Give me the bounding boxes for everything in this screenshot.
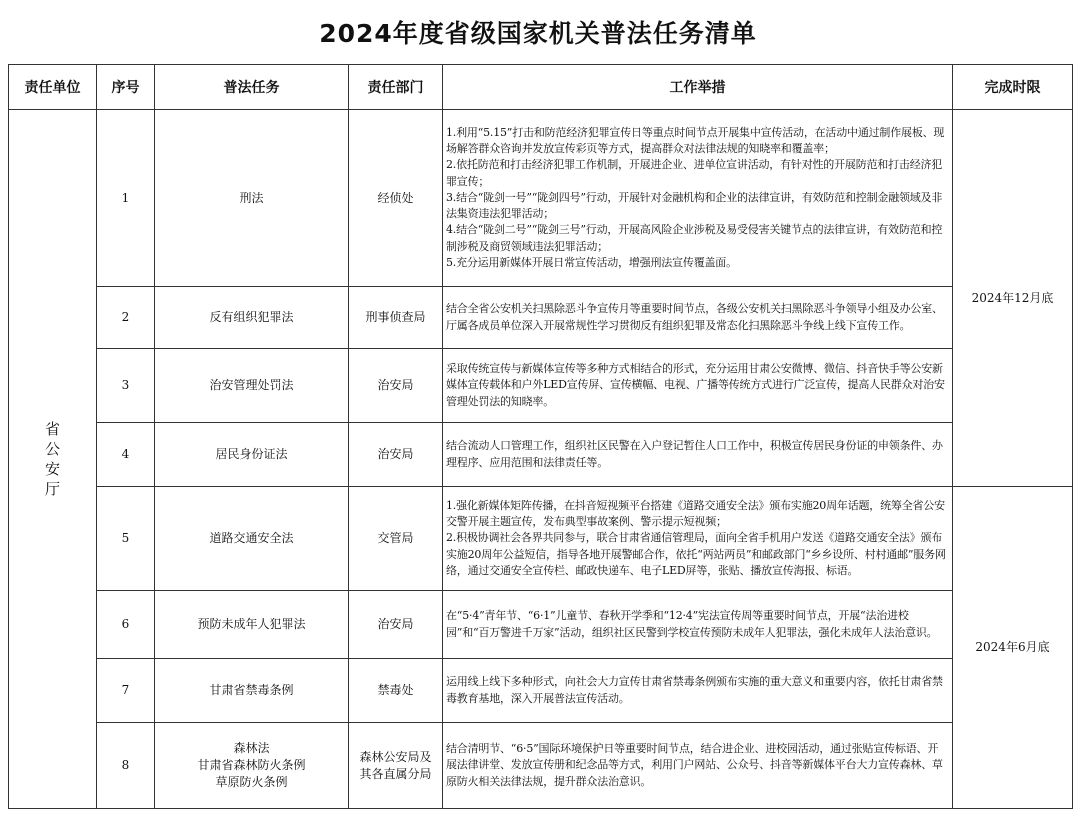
measure-item: 结合流动人口管理工作，组织社区民警在入户登记暂住人口工作中，积极宣传居民身份证的申领条件、办理程序、应用范围和法律责任等。 [446,439,943,469]
row-no: 2 [97,287,155,349]
measure-item: 5.充分运用新媒体开展日常宣传活动，增强刑法宣传覆盖面。 [446,256,737,270]
measures-cell [443,110,953,287]
header-dept: 责任部门 [349,65,443,110]
task-name: 治安管理处罚法 [155,349,349,423]
header-unit: 责任单位 [9,65,97,110]
page-title: 2024年度省级国家机关普法任务清单 [319,19,757,48]
table-row [9,723,1073,809]
header-deadline: 完成时限 [953,65,1073,110]
measures-cell [443,349,953,423]
unit-char: 安 [44,460,60,478]
task-table [8,64,1073,809]
measure-item: 运用线上线下多种形式，向社会大力宣传甘肃省禁毒条例颁布实施的重大意义和重要内容，依托甘肃省禁毒教育基地，深入开展普法宣传活动。 [446,675,943,705]
measures-cell [443,723,953,809]
table-row [9,591,1073,659]
row-no: 8 [97,723,155,809]
task-name: 刑法 [155,110,349,287]
task-name [155,723,349,809]
measures-cell [443,287,953,349]
dept-name: 禁毒处 [349,659,443,723]
table-row [9,423,1073,487]
task-name: 预防未成年人犯罪法 [155,591,349,659]
task-line: 甘肃省森林防火条例 [197,758,306,772]
measure-item: 4.结合“陇剑二号”“陇剑三号”行动，开展高风险企业涉税及易受侵害关键节点的法律宣讲，有效防范和控制涉税及商贸领域违法犯罪活动； [446,223,943,253]
responsible-unit [9,110,97,809]
deadline-cell: 2024年6月底 [953,487,1073,809]
row-no: 1 [97,110,155,287]
measures-cell [443,591,953,659]
dept-name: 刑事侦查局 [349,287,443,349]
dept-name: 治安局 [349,349,443,423]
row-no: 4 [97,423,155,487]
task-line: 草原防火条例 [215,775,288,789]
unit-char: 省 [44,420,60,438]
header-measures: 工作举措 [443,65,953,110]
table-row [9,349,1073,423]
task-name: 居民身份证法 [155,423,349,487]
header-no: 序号 [97,65,155,110]
measure-item: 结合清明节、“6·5”国际环境保护日等重要时间节点，结合进企业、进校园活动，通过张贴宣传标语、开展法律讲堂、发放宣传册和纪念品等方式，利用门户网站、公众号、抖音等新媒体平台大力宣传森林、草原防火相关法律法规，提升群众法治意识。 [446,742,943,788]
table-row [9,487,1073,591]
dept-line: 森林公安局及 [359,749,432,764]
row-no: 5 [97,487,155,591]
dept-line: 其各直属分局 [359,766,432,781]
dept-name: 交管局 [349,487,443,591]
measures-cell [443,659,953,723]
table-row [9,110,1073,287]
measure-item: 在“5·4”青年节、“6·1”儿童节、春秋开学季和“12·4”宪法宣传周等重要时间节点，开展“法治进校园”和“百万警进千万家”活动，组织社区民警到学校宣传预防未成年人犯罪法，强化未成年人法治意识。 [446,609,938,639]
unit-char: 厅 [44,480,60,498]
unit-char: 公 [44,440,60,458]
table-header-row [9,65,1073,110]
measure-item: 1.利用“5.15”打击和防范经济犯罪宣传日等重点时间节点开展集中宣传活动，在活动中通过制作展板、现场解答群众咨询并发放宣传彩页等方式，提高群众对法律法规的知晓率和覆盖率； [446,125,945,155]
measure-item: 结合全省公安机关扫黑除恶斗争宣传月等重要时间节点，各级公安机关扫黑除恶斗争领导小组及办公室、厅属各成员单位深入开展常规性学习贯彻反有组织犯罪及常态化扫黑除恶斗争线上线下宣传工作。 [446,302,943,332]
task-line: 森林法 [233,741,270,755]
task-name: 反有组织犯罪法 [155,287,349,349]
dept-name: 治安局 [349,591,443,659]
dept-name: 经侦处 [349,110,443,287]
measure-item: 1.强化新媒体矩阵传播，在抖音短视频平台搭建《道路交通安全法》颁布实施20周年话题，统筹全省公安交警开展主题宣传，发布典型事故案例、警示提示短视频； [446,498,945,529]
dept-name: 治安局 [349,423,443,487]
row-no: 6 [97,591,155,659]
measure-item: 2.积极协调社会各界共同参与，联合甘肃省通信管理局，面向全省手机用户发送《道路交通安全法》颁布实施20周年公益短信，指导各地开展警邮合作，依托“两站两员”和邮政部门“乡乡设所、村村通邮”服务网络，通过交通安全宣传栏、邮政快递车、电子LED屏等，张贴、播放宣传海报、标语。 [446,531,946,577]
dept-name [349,723,443,809]
task-name: 甘肃省禁毒条例 [155,659,349,723]
row-no: 7 [97,659,155,723]
measures-cell [443,423,953,487]
deadline-cell: 2024年12月底 [953,110,1073,487]
task-name: 道路交通安全法 [155,487,349,591]
measures-cell [443,487,953,591]
row-no: 3 [97,349,155,423]
table-row [9,287,1073,349]
header-task: 普法任务 [155,65,349,110]
measure-item: 3.结合“陇剑一号”“陇剑四号”行动，开展针对金融机构和企业的法律宣讲，有效防范和控制金融领域及非法集资违法犯罪活动； [446,190,943,221]
measure-item: 采取传统宣传与新媒体宣传等多种方式相结合的形式，充分运用甘肃公安微博、微信、抖音快手等公安新媒体宣传载体和户外LED宣传屏、宣传横幅、电视、广播等传统方式进行广泛宣传，提高人民群众对治安管理处罚法的知晓率。 [446,362,945,408]
measure-item: 2.依托防范和打击经济犯罪工作机制，开展进企业、进单位宣讲活动，有针对性的开展防范和打击经济犯罪宣传； [446,158,943,188]
table-row [9,659,1073,723]
